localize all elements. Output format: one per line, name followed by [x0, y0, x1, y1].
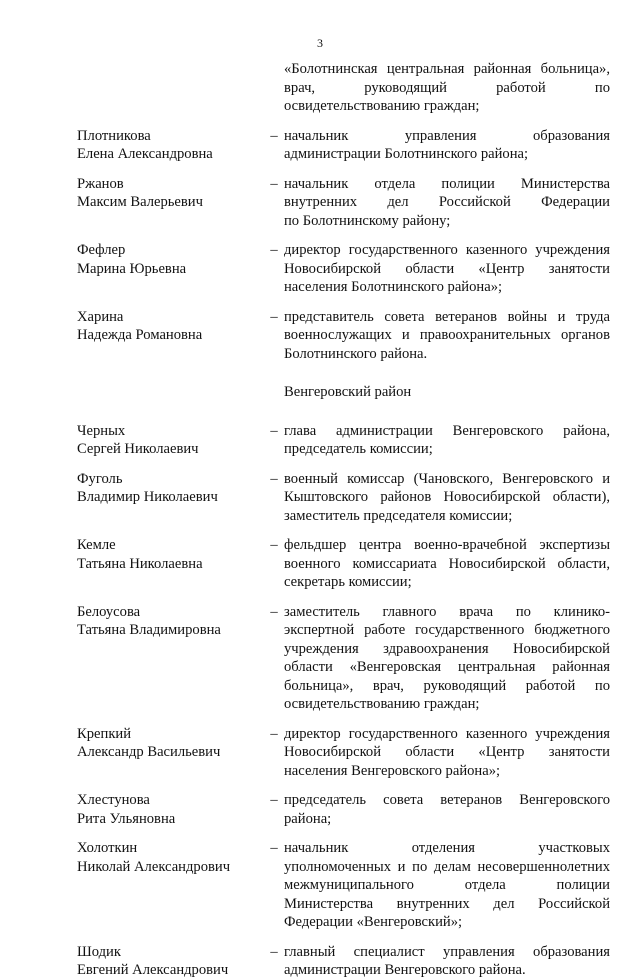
- member-name: [77, 175, 264, 212]
- member-entry: [77, 791, 610, 828]
- member-surname: Харина: [77, 308, 124, 325]
- member-entry: [77, 839, 610, 932]
- desc-line: населения Болотнинского района»;: [284, 279, 503, 295]
- member-entry: [77, 470, 610, 526]
- member-position: [284, 791, 610, 828]
- desc-line: начальник управления образования: [284, 127, 610, 144]
- member-position: [284, 470, 610, 526]
- desc-line: области «Венгеровская центральная районная: [284, 659, 610, 675]
- member-surname: Хлестунова: [77, 792, 150, 808]
- member-surname: Черных: [77, 422, 126, 439]
- desc-line: Новосибирской области «Центр занятости: [284, 260, 610, 277]
- dash-separator: –: [270, 175, 278, 192]
- dash-separator: –: [270, 537, 278, 553]
- member-surname: Фуголь: [77, 470, 123, 487]
- desc-line: фельдшер центра военно-врачебной экспертизы: [284, 537, 610, 553]
- member-name: [77, 725, 264, 762]
- desc-line: военнослужащих и правоохранительных органов: [284, 327, 610, 343]
- member-surname: Фефлер: [77, 242, 126, 258]
- desc-line: начальник отдела полиции Министерства: [284, 175, 610, 192]
- member-name: [77, 603, 264, 640]
- desc-line: главный специалист управления образования: [284, 943, 610, 960]
- dash-separator: –: [270, 470, 278, 487]
- member-given-names: Елена Александровна: [77, 146, 213, 162]
- member-surname: Плотникова: [77, 127, 151, 144]
- member-given-names: Надежда Романовна: [77, 327, 203, 343]
- member-surname: Крепкий: [77, 725, 132, 742]
- desc-line: межмуниципального отдела полиции: [284, 877, 610, 893]
- member-name: [77, 470, 264, 507]
- commission-list: [77, 60, 610, 980]
- member-position: [284, 241, 610, 297]
- desc-line: заместитель председателя комиссии;: [284, 507, 513, 524]
- member-name: [77, 127, 264, 164]
- desc-line: освидетельствованию граждан;: [284, 696, 480, 712]
- desc-line: председатель комиссии;: [284, 441, 433, 457]
- dash-separator: –: [270, 127, 278, 144]
- dash-separator: –: [270, 792, 278, 808]
- dash-separator: –: [270, 725, 278, 742]
- member-name: [77, 791, 264, 828]
- desc-line: начальник отделения участковых: [284, 840, 610, 856]
- member-surname: Белоусова: [77, 603, 141, 620]
- desc-line: внутренних дел Российской Федерации: [284, 194, 610, 210]
- member-entry: [77, 725, 610, 781]
- desc-line: секретарь комиссии;: [284, 574, 412, 590]
- member-entry: [77, 943, 610, 980]
- member-position: [284, 175, 610, 231]
- dash-separator: –: [270, 943, 278, 960]
- desc-line: Болотнинского района.: [284, 345, 428, 362]
- desc-line: заместитель главного врача по клинико-: [284, 603, 610, 620]
- page-number: 3: [317, 36, 323, 50]
- member-surname: Ржанов: [77, 175, 124, 192]
- dash-separator: –: [270, 308, 278, 325]
- member-given-names: Максим Валерьевич: [77, 194, 203, 210]
- dash-separator: –: [270, 422, 278, 439]
- desc-line: военный комиссар (Чановского, Венгеровского и: [284, 470, 610, 487]
- member-name: [77, 839, 264, 876]
- member-entry: [77, 241, 610, 297]
- desc-line: военного комиссариата Новосибирской области,: [284, 555, 610, 572]
- desc-line: района;: [284, 810, 332, 827]
- desc-line: больница», врач, руководящий работой по: [284, 677, 610, 694]
- member-surname: Холоткин: [77, 840, 138, 856]
- desc-line: администрации Венгеровского района.: [284, 962, 526, 978]
- member-position: [284, 725, 610, 781]
- member-position: [284, 308, 610, 364]
- desc-line: директор государственного казенного учреждения: [284, 725, 610, 742]
- desc-line: глава администрации Венгеровского района,: [284, 422, 610, 439]
- dash-separator: –: [270, 603, 278, 620]
- desc-line: директор государственного казенного учреждения: [284, 242, 610, 258]
- desc-line: Кыштовского районов Новосибирской области),: [284, 489, 610, 505]
- member-position: [284, 536, 610, 592]
- desc-line: населения Венгеровского района»;: [284, 762, 501, 779]
- member-entry: [77, 127, 610, 164]
- desc-line: освидетельствованию граждан;: [284, 98, 480, 114]
- desc-line: уполномоченных и по делам несовершеннолетних: [284, 858, 610, 875]
- member-given-names: Евгений Александрович: [77, 962, 229, 978]
- member-entry: [77, 603, 610, 714]
- member-given-names: Владимир Николаевич: [77, 489, 218, 505]
- member-given-names: Николай Александрович: [77, 858, 231, 875]
- desc-line: Министерства внутренних дел Российской: [284, 895, 610, 912]
- member-position: [284, 839, 610, 932]
- member-given-names: Сергей Николаевич: [77, 441, 199, 457]
- continuation-text: [284, 60, 610, 116]
- desc-line: врач, руководящий работой по: [284, 79, 610, 96]
- member-name: [77, 536, 264, 573]
- desc-line: Федерации «Венгеровский»;: [284, 914, 463, 930]
- member-given-names: Рита Ульяновна: [77, 810, 176, 827]
- group-bolotninsky: [77, 127, 610, 364]
- desc-line: «Болотнинская центральная районная больница»,: [284, 61, 610, 77]
- desc-line: по Болотнинскому району;: [284, 212, 451, 229]
- desc-line: экспертной работе государственного бюджетного: [284, 622, 610, 638]
- dash-separator: –: [270, 242, 278, 258]
- dash-separator: –: [270, 840, 278, 856]
- group-vengerovsky: [77, 422, 610, 980]
- section-heading: Венгеровский район: [284, 384, 412, 400]
- member-entry: [77, 175, 610, 231]
- member-given-names: Марина Юрьевна: [77, 260, 187, 277]
- member-name: [77, 943, 264, 980]
- member-surname: Кемле: [77, 537, 116, 553]
- desc-line: Новосибирской области «Центр занятости: [284, 744, 610, 760]
- member-given-names: Татьяна Владимировна: [77, 622, 221, 638]
- member-position: [284, 422, 610, 459]
- desc-line: учреждения здравоохранения Новосибирской: [284, 640, 610, 657]
- member-surname: Шодик: [77, 943, 121, 960]
- member-position: [284, 943, 610, 980]
- member-entry: [77, 308, 610, 364]
- desc-line: председатель совета ветеранов Венгеровского: [284, 792, 610, 808]
- continuation-entry: [77, 60, 610, 116]
- member-entry: [77, 536, 610, 592]
- member-position: [284, 603, 610, 714]
- desc-line: администрации Болотнинского района;: [284, 146, 529, 162]
- member-position: [284, 127, 610, 164]
- member-name: [77, 422, 264, 459]
- desc-line: представитель совета ветеранов войны и труда: [284, 308, 610, 325]
- member-name: [77, 308, 264, 345]
- member-entry: [77, 422, 610, 459]
- member-given-names: Александр Васильевич: [77, 744, 221, 760]
- member-given-names: Татьяна Николаевна: [77, 555, 203, 572]
- member-name: [77, 241, 264, 278]
